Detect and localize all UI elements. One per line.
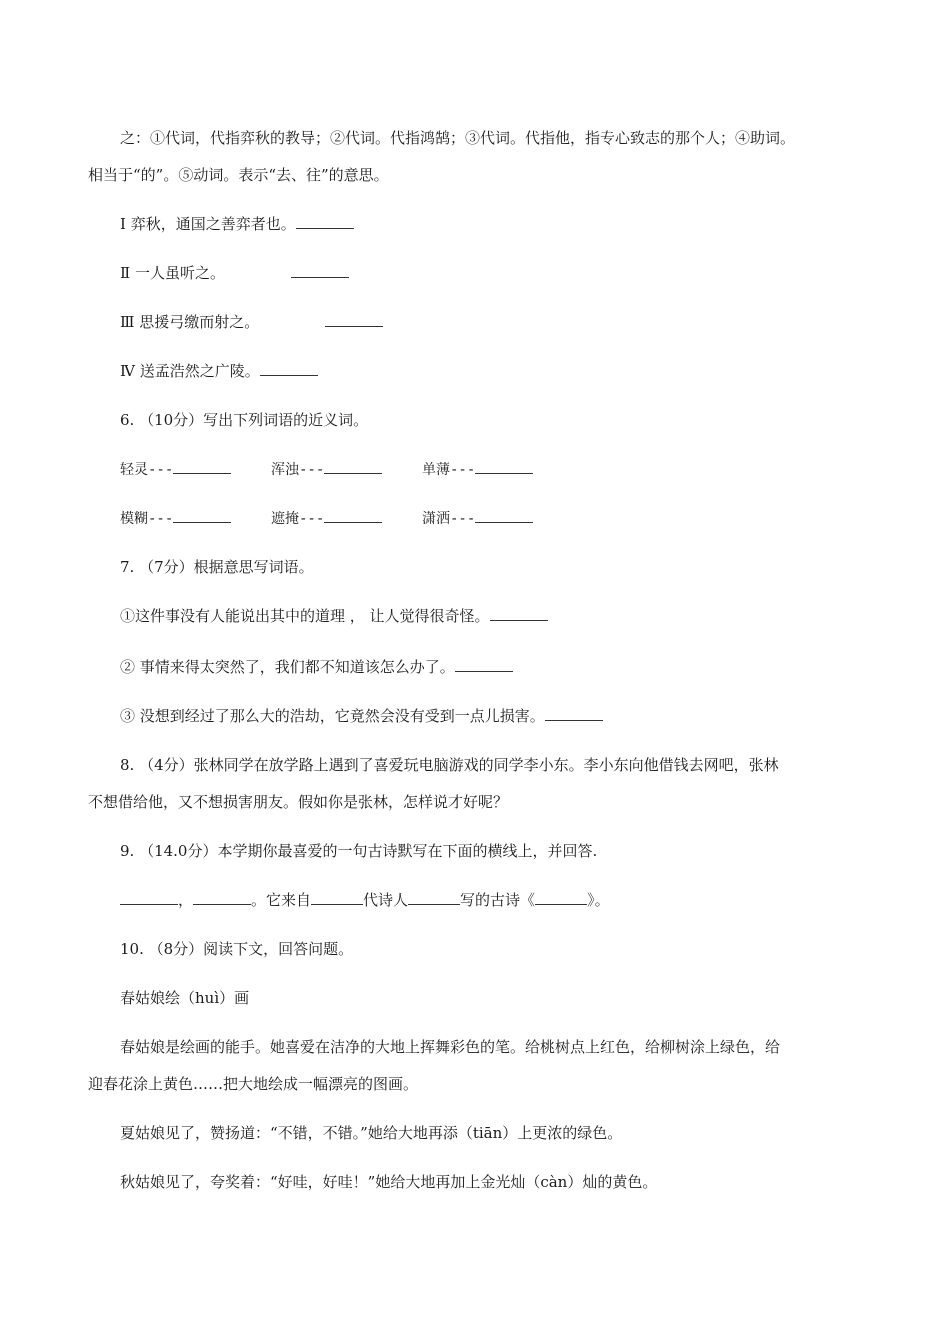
answer-blank[interactable] — [120, 890, 178, 905]
answer-blank[interactable] — [490, 606, 548, 621]
passage-p2: 夏姑娘见了，赞扬道：“不错，不错。”她给大地再添（tiān）上更浓的绿色。 — [120, 1124, 623, 1142]
answer-blank[interactable] — [296, 214, 354, 229]
q8-line2: 不想借给他，又不想损害朋友。假如你是张林，怎样说才好呢？ — [88, 793, 509, 811]
answer-blank[interactable] — [475, 508, 533, 523]
q5-item-text: Ⅳ 送孟浩然之广陵。 — [120, 362, 260, 380]
answer-blank[interactable] — [324, 508, 382, 523]
q5-item-3 — [120, 312, 383, 332]
q9-sep: 。它来自 — [251, 891, 312, 909]
q6-word: 遮掩--- — [271, 511, 325, 527]
passage-p1-line1: 春姑娘是绘画的能手。她喜爱在洁净的大地上挥舞彩色的笔。给桃树点上红色，给柳树涂上绿色，给 — [120, 1038, 781, 1056]
q5-item-4 — [120, 361, 318, 381]
answer-blank[interactable] — [173, 508, 231, 523]
q7-item-3 — [120, 706, 603, 726]
answer-blank[interactable] — [311, 890, 363, 905]
q8-line1: 8. （4分）张林同学在放学路上遇到了喜爱玩电脑游戏的同学李小东。李小东向他借钱去网吧，张林 — [120, 756, 779, 774]
answer-blank[interactable] — [324, 459, 382, 474]
answer-blank[interactable] — [455, 657, 513, 672]
q9-sep: 》。 — [587, 891, 610, 909]
q7-item-2 — [120, 657, 513, 677]
answer-blank[interactable] — [545, 706, 603, 721]
q7-item-text: ①这件事没有人能说出其中的道理 ， 让人觉得很奇怪。 — [120, 607, 490, 625]
q9-answer-line — [120, 890, 610, 910]
q9-sep: 写的古诗《 — [460, 891, 536, 909]
q7-title: 7. （7分）根据意思写词语。 — [120, 558, 314, 576]
answer-blank[interactable] — [193, 890, 251, 905]
q6-title: 6. （10分）写出下列词语的近义词。 — [120, 411, 369, 429]
passage-p3: 秋姑娘见了，夸奖着：“好哇，好哇！”她给大地再加上金光灿（càn）灿的黄色。 — [120, 1173, 658, 1191]
q5-item-text: Ⅰ 弈秋，通国之善弈者也。 — [120, 215, 296, 233]
q9-sep: 代诗人 — [363, 891, 409, 909]
q6-word: 轻灵--- — [120, 462, 174, 478]
q10-title: 10. （8分）阅读下文，回答问题。 — [120, 940, 354, 958]
q6-word: 潇洒--- — [422, 511, 476, 527]
q7-item-text: ③ 没想到经过了那么大的浩劫，它竟然会没有受到一点儿损害。 — [120, 707, 545, 725]
answer-blank[interactable] — [325, 312, 383, 327]
q9-title: 9. （14.0分）本学期你最喜爱的一句古诗默写在下面的横线上，并回答. — [120, 842, 598, 860]
q5-note-line1: 之：①代词，代指弈秋的教导；②代词。代指鸿鹄；③代词。代指他，指专心致志的那个人；④助词。 — [120, 129, 796, 147]
answer-blank[interactable] — [260, 361, 318, 376]
answer-blank[interactable] — [291, 263, 349, 278]
q5-note-line2: 相当于“的”。⑤动词。表示“去、往”的意思。 — [88, 166, 389, 184]
answer-blank[interactable] — [475, 459, 533, 474]
q5-item-text: Ⅲ 思援弓缴而射之。 — [120, 313, 260, 331]
passage-p1-line2: 迎春花涂上黄色……把大地绘成一幅漂亮的图画。 — [88, 1075, 419, 1093]
q5-item-1 — [120, 214, 354, 234]
passage-title: 春姑娘绘（huì）画 — [120, 989, 250, 1007]
answer-blank[interactable] — [173, 459, 231, 474]
q6-word: 单薄--- — [422, 462, 476, 478]
q5-item-text: Ⅱ 一人虽听之。 — [120, 264, 225, 282]
q6-word: 模糊--- — [120, 511, 174, 527]
q7-item-text: ② 事情来得太突然了，我们都不知道该怎么办了。 — [120, 658, 455, 676]
q9-sep: ， — [178, 891, 194, 909]
q7-item-1 — [120, 606, 548, 626]
q5-item-2 — [120, 263, 349, 283]
q6-word: 浑浊--- — [271, 462, 325, 478]
answer-blank[interactable] — [408, 890, 460, 905]
answer-blank[interactable] — [535, 890, 587, 905]
